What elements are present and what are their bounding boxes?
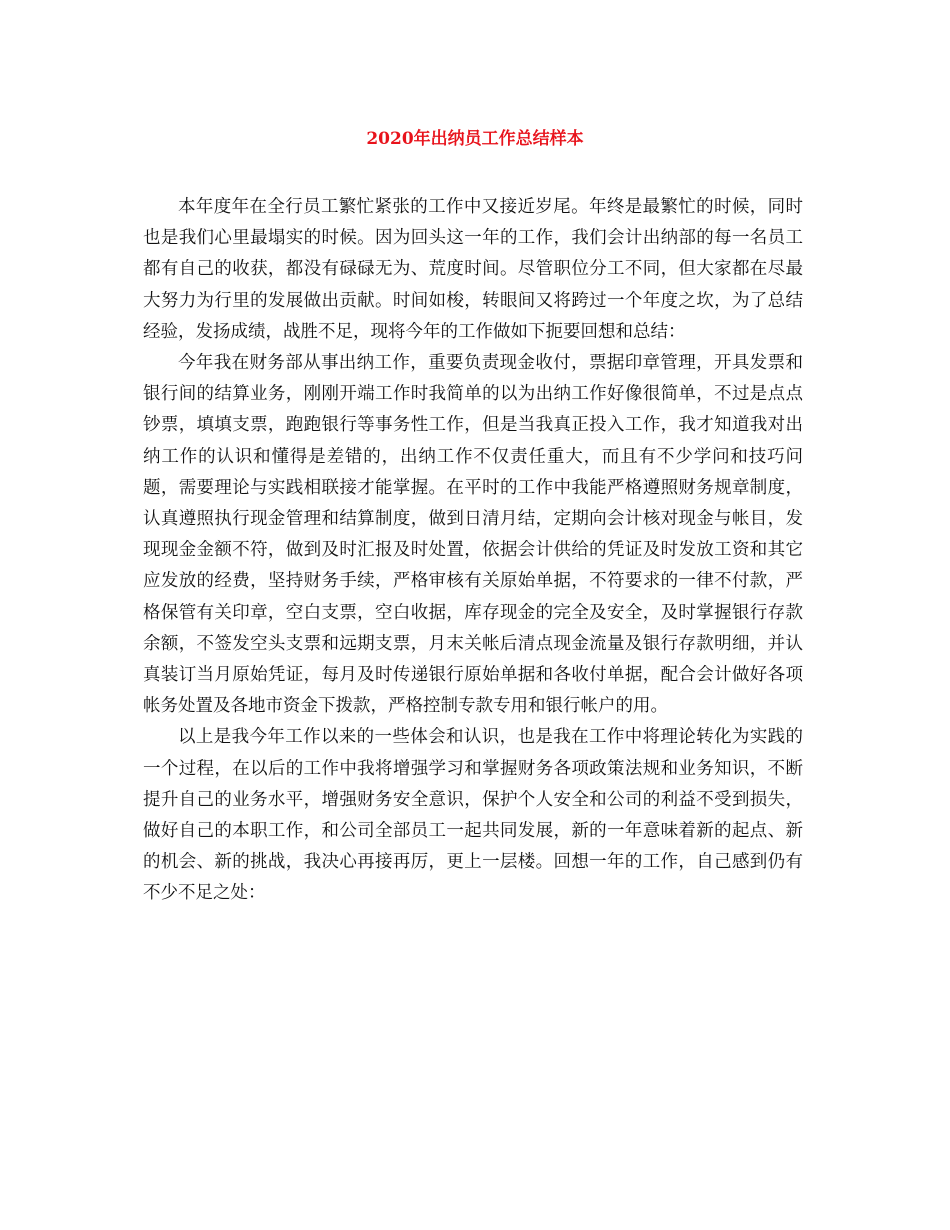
paragraph-1: 本年度年在全行员工繁忙紧张的工作中又接近岁尾。年终是最繁忙的时候，同时也是我们心里最塌实的时候。因为回头这一年的工作，我们会计出纳部的每一名员工都有自己的收获，都没有碌碌无为、荒度时间。尽管职位分工不同，但大家都在尽最大努力为行里的发展做出贡献。时间如梭，转眼间又将跨过一个年度之坎，为了总结经验，发扬成绩，战胜不足，现将今年的工作做如下扼要回想和总结： xyxy=(143,197,803,342)
paragraph-2: 今年我在财务部从事出纳工作，重要负责现金收付，票据印章管理，开具发票和银行间的结算业务，刚刚开端工作时我简单的以为出纳工作好像很简单，不过是点点钞票，填填支票，跑跑银行等事务性工作，但是当我真正投入工作，我才知道我对出纳工作的认识和懂得是差错的，出纳工作不仅责任重大，而且有不少学问和技巧问题，需要理论与实践相联接才能掌握。在平时的工作中我能严格遵照财务规章制度，认真遵照执行现金管理和结算制度，做到日清月结，定期向会计核对现金与帐目，发现现金金额不符，做到及时汇报及时处置，依据会计供给的凭证及时发放工资和其它应发放的经费，坚持财务手续，严格审核有关原始单据，不符要求的一律不付款，严格保管有关印章，空白支票，空白收据，库存现金的完全及安全，及时掌握银行存款余额，不签发空头支票和远期支票，月末关帐后清点现金流量及银行存款明细，并认真装订当月原始凭证，每月及时传递银行原始单据和各收付单据，配合会计做好各项帐务处置及各地市资金下拨款，严格控制专款专用和银行帐户的用。 xyxy=(143,353,803,717)
document-title: 2020年出纳员工作总结样本 xyxy=(366,129,584,149)
document-body xyxy=(143,192,803,910)
paragraph-3: 以上是我今年工作以来的一些体会和认识，也是我在工作中将理论转化为实践的一个过程，在以后的工作中我将增强学习和掌握财务各项政策法规和业务知识，不断提升自己的业务水平，增强财务安全意识，保护个人安全和公司的利益不受到损失，做好自己的本职工作，和公司全部员工一起共同发展，新的一年意味着新的起点、新的机会、新的挑战，我决心再接再厉，更上一层楼。回想一年的工作，自己感到仍有不少不足之处： xyxy=(143,727,803,904)
